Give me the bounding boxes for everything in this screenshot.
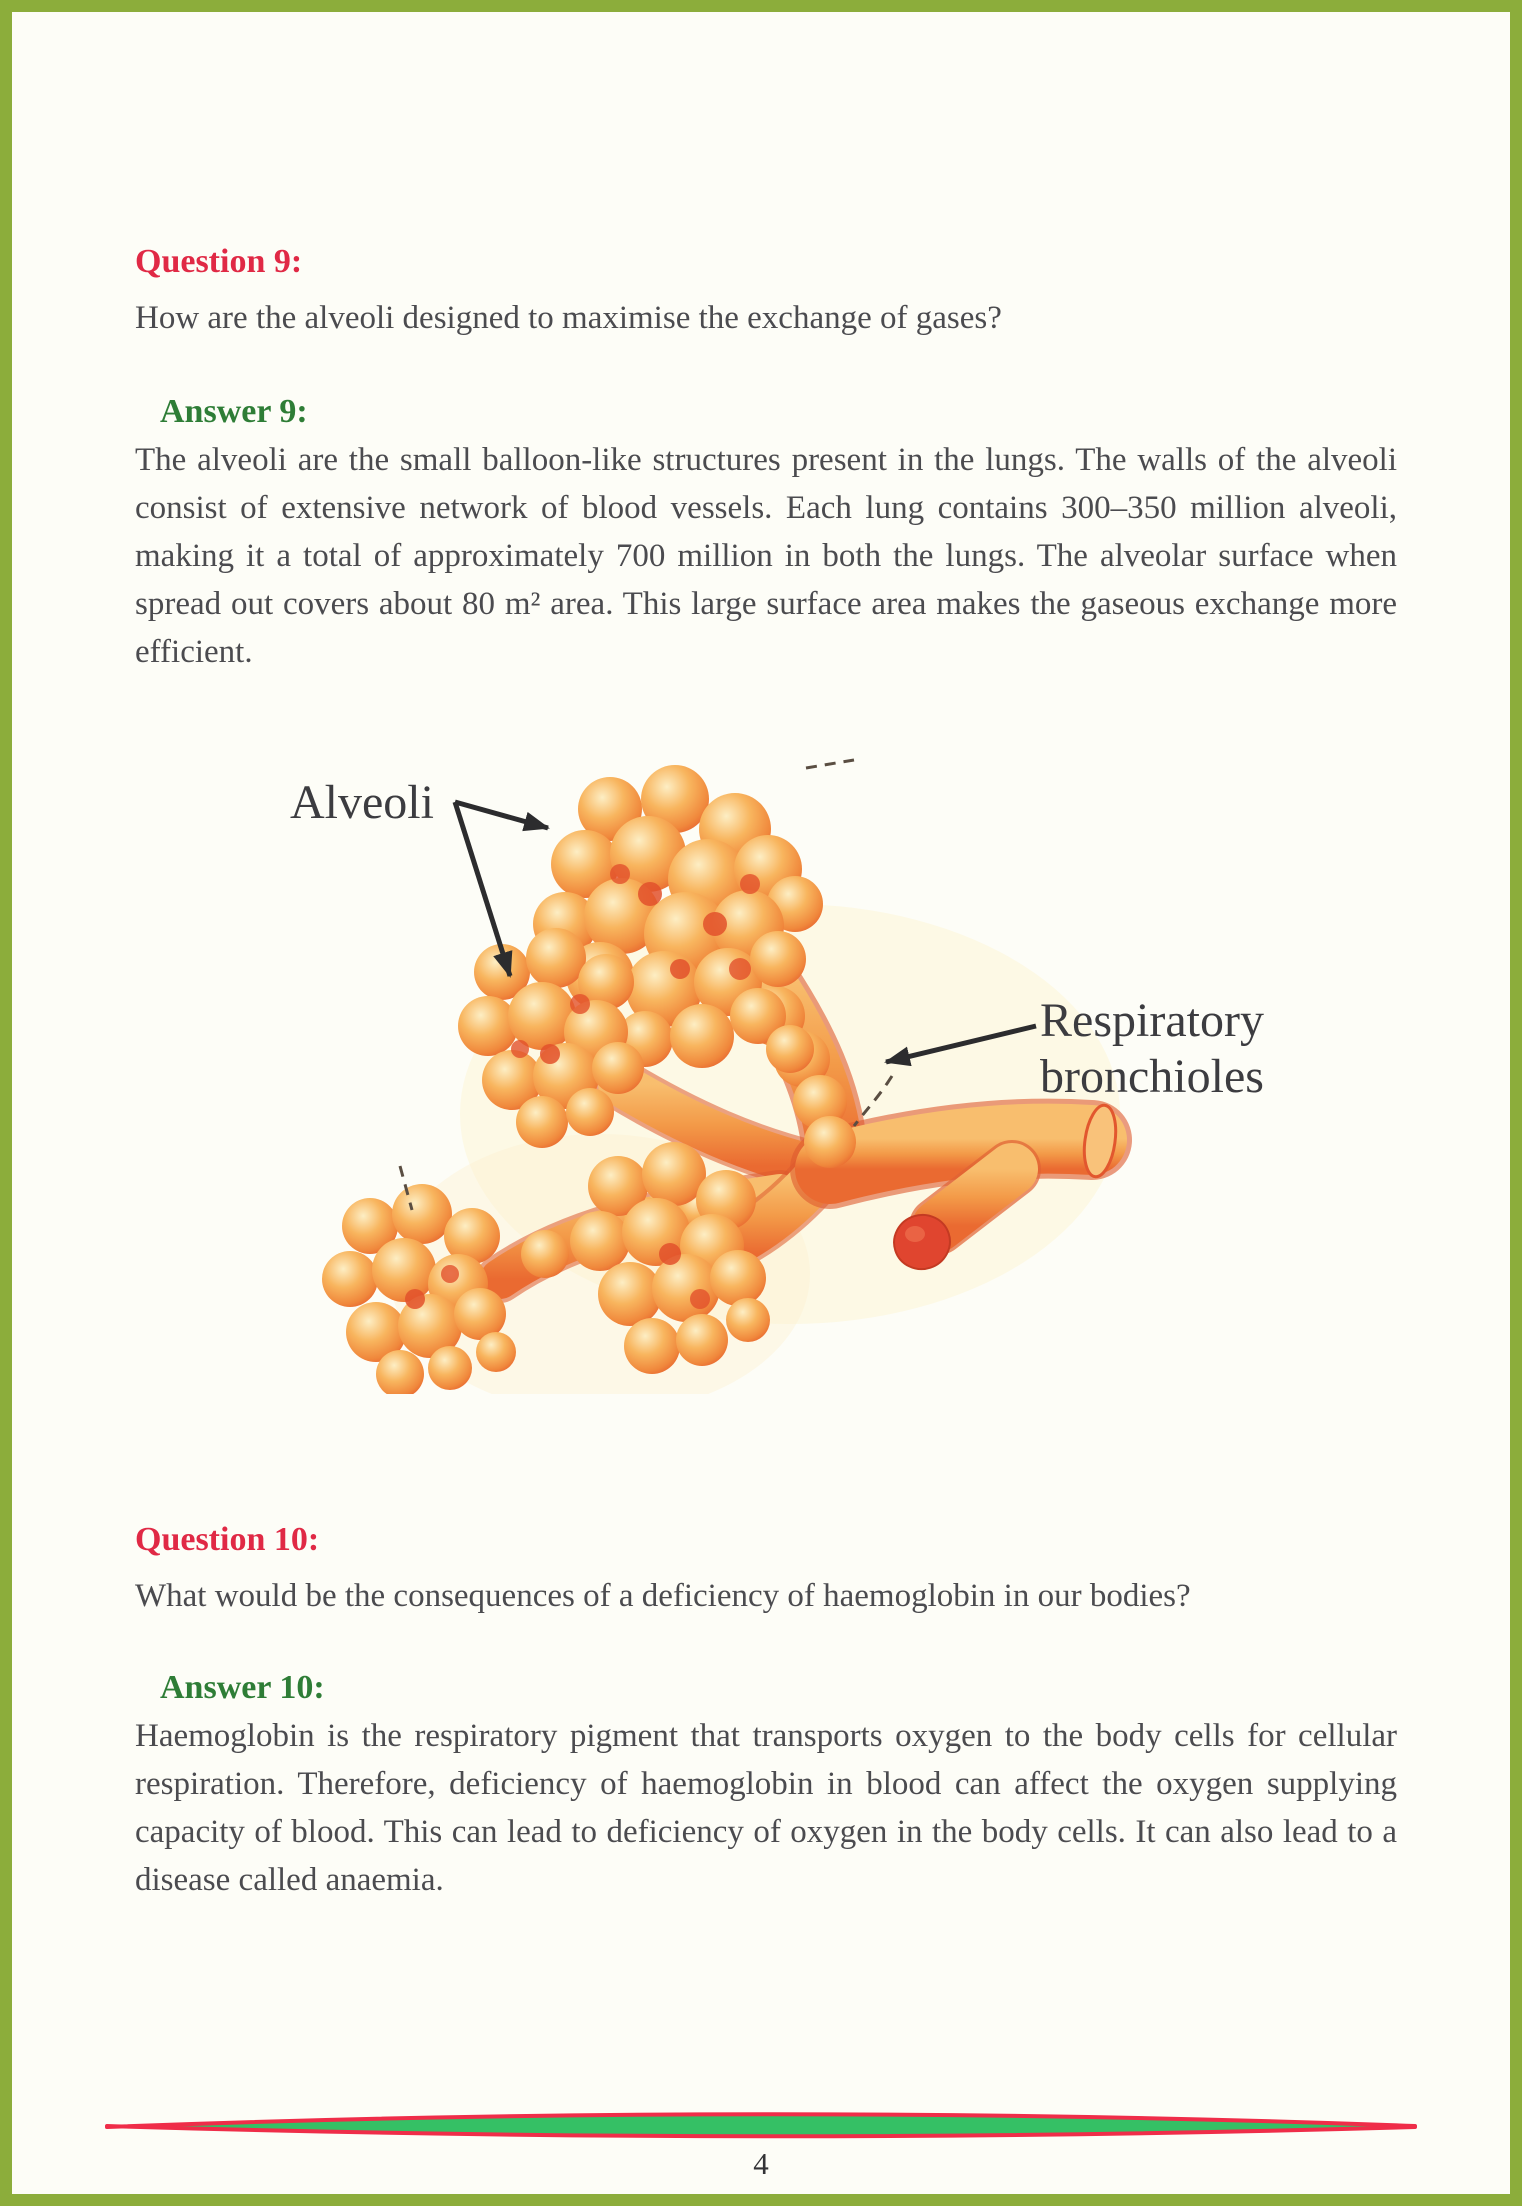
answer-10-heading: Answer 10: <box>160 1669 325 1706</box>
bronchioles-label-line2: bronchioles <box>1040 1050 1264 1103</box>
alveoli-arrow-top <box>455 802 548 828</box>
question-9-text: How are the alveoli designed to maximise the exchange of gases? <box>135 300 1002 336</box>
alveoli-arrow-bottom <box>455 802 510 976</box>
alveoli-label: Alveoli <box>290 776 434 829</box>
alveoli-cluster-lower-left <box>322 1184 516 1394</box>
question-10-text: What would be the consequences of a deficiency of haemoglobin in our bodies? <box>135 1578 1191 1614</box>
bronchioles-label-line1: Respiratory <box>1040 994 1264 1047</box>
alveoli-diagram <box>250 754 1390 1394</box>
footer-divider <box>105 2112 1417 2142</box>
page-number: 4 <box>753 2146 769 2181</box>
question-9-heading: Question 9: <box>135 243 303 280</box>
answer-9-heading: Answer 9: <box>160 393 308 430</box>
question-10-heading: Question 10: <box>135 1521 320 1558</box>
answer-9-text: The alveoli are the small balloon-like structures present in the lungs. The walls of the alveoli consist of extensive network of blood vessels. Each lung contains 300–350 million alveoli, making it a total of approximately 700 million in both the lungs. The alveolar surface when spread out covers about 80 m² area. This large surface area makes the gaseous exchange more efficient. <box>135 442 1397 670</box>
answer-10-text: Haemoglobin is the respiratory pigment that transports oxygen to the body cells for cellular respiration. Therefore, deficiency of haemoglobin in blood can affect the oxygen supplying capacity of blood. This can lead to deficiency of oxygen in the body cells. It can also lead to a disease called anaemia. <box>135 1718 1397 1898</box>
